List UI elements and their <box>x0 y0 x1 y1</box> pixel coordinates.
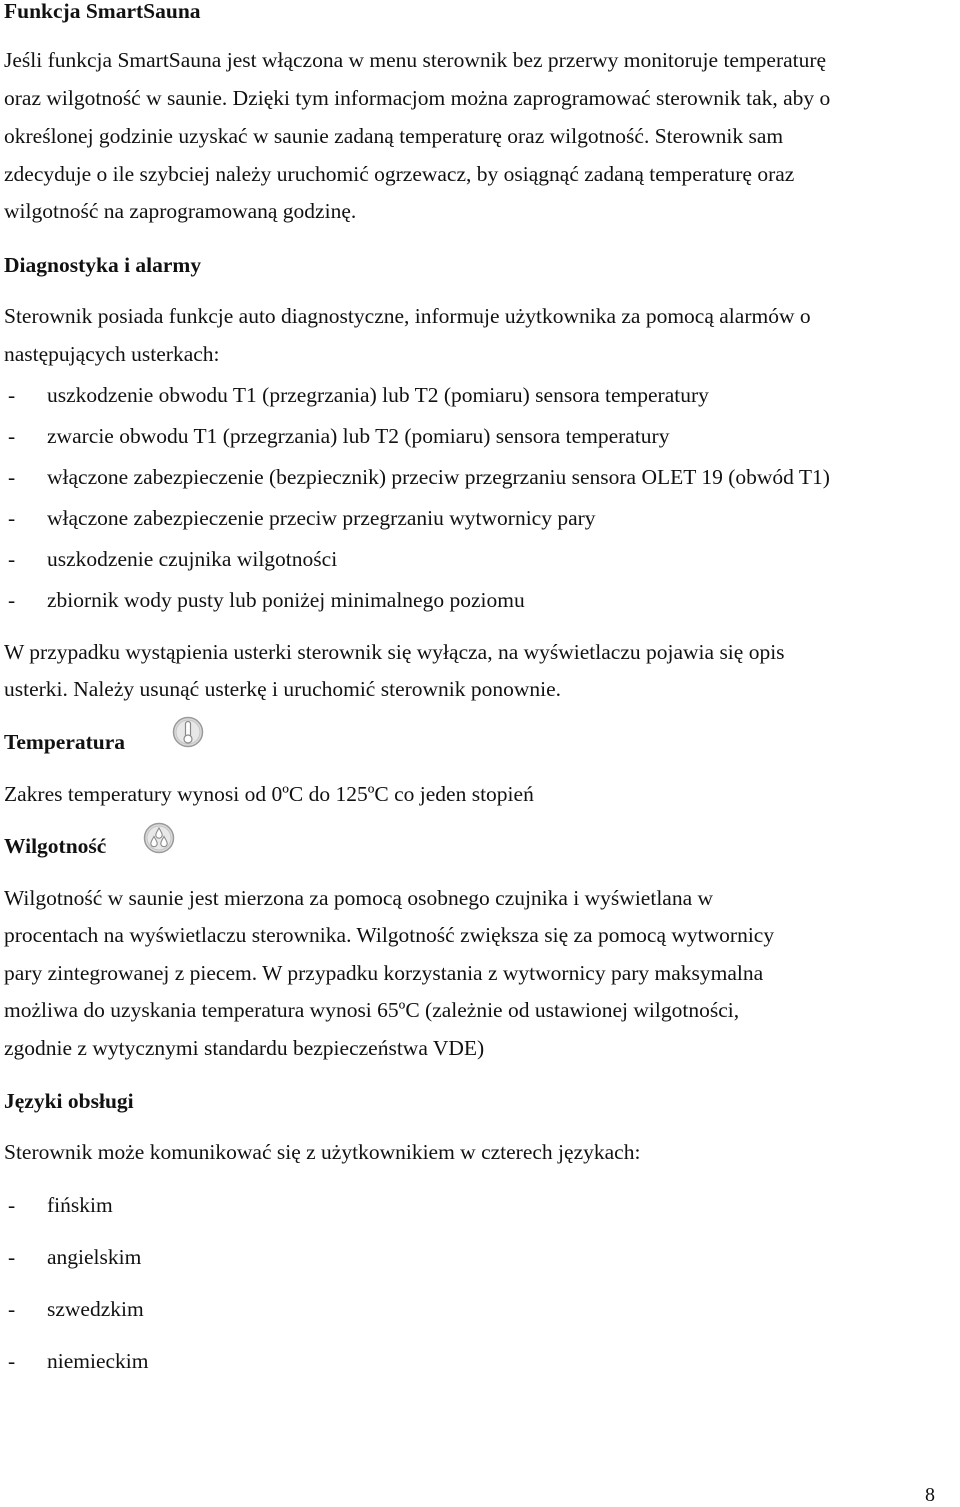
list-item: fińskim <box>47 1193 113 1217</box>
section-title-humidity: Wilgotność <box>4 834 107 858</box>
paragraph-line: Sterownik posiada funkcje auto diagnostyczne, informuje użytkownika za pomocą alarmów o <box>4 304 811 328</box>
list-item: niemieckim <box>47 1349 149 1373</box>
list-item: uszkodzenie czujnika wilgotności <box>47 547 338 571</box>
list-bullet: - <box>8 383 16 407</box>
list-bullet: - <box>8 588 16 612</box>
list-item: zbiornik wody pusty lub poniżej minimalnego poziomu <box>47 588 525 612</box>
paragraph-line: Jeśli funkcja SmartSauna jest włączona w menu sterownik bez przerwy monitoruje temperaturę <box>4 48 827 72</box>
section-title-smartsauna: Funkcja SmartSauna <box>4 0 201 23</box>
list-bullet: - <box>8 424 16 448</box>
list-item: uszkodzenie obwodu T1 (przegrzania) lub T2 (pomiaru) sensora temperatury <box>47 383 709 407</box>
list-bullet: - <box>8 1245 16 1269</box>
page-number: 8 <box>925 1484 935 1506</box>
paragraph-line: zgodnie z wytycznymi standardu bezpieczeństwa VDE) <box>4 1036 485 1060</box>
section-title-diagnostics: Diagnostyka i alarmy <box>4 253 202 277</box>
paragraph-line: oraz wilgotność w saunie. Dzięki tym informacjom można zaprogramować sterownik tak, aby o <box>4 86 831 110</box>
paragraph-line: możliwa do uzyskania temperatura wynosi 65ºC (zależnie od ustawionej wilgotności, <box>4 998 740 1022</box>
paragraph-line: zdecyduje o ile szybciej należy uruchomić ogrzewacz, by osiągnąć zadaną temperaturę oraz <box>4 162 795 186</box>
paragraph-line: procentach na wyświetlaczu sterownika. Wilgotność zwiększa się za pomocą wytwornicy <box>4 923 775 947</box>
list-bullet: - <box>8 506 16 530</box>
list-item: włączone zabezpieczenie (bezpiecznik) przeciw przegrzaniu sensora OLET 19 (obwód T1) <box>47 465 830 489</box>
thermometer-icon <box>172 716 204 748</box>
paragraph-line: Zakres temperatury wynosi od 0ºC do 125ºC co jeden stopień <box>4 782 534 806</box>
paragraph-line: następujących usterkach: <box>4 342 220 366</box>
list-item: włączone zabezpieczenie przeciw przegrzaniu wytwornicy pary <box>47 506 596 530</box>
paragraph-line: Wilgotność w saunie jest mierzona za pomocą osobnego czujnika i wyświetlana w <box>4 886 714 910</box>
section-title-languages: Języki obsługi <box>4 1089 134 1113</box>
list-item: szwedzkim <box>47 1297 144 1321</box>
list-bullet: - <box>8 1193 16 1217</box>
paragraph-line: W przypadku wystąpienia usterki sterownik się wyłącza, na wyświetlaczu pojawia się opis <box>4 640 785 664</box>
list-bullet: - <box>8 1349 16 1373</box>
list-item: zwarcie obwodu T1 (przegrzania) lub T2 (pomiaru) sensora temperatury <box>47 424 670 448</box>
water-drops-icon <box>143 822 175 854</box>
list-bullet: - <box>8 547 16 571</box>
paragraph-line: pary zintegrowanej z piecem. W przypadku korzystania z wytwornicy pary maksymalna <box>4 961 764 985</box>
section-title-temperature: Temperatura <box>4 730 126 754</box>
list-bullet: - <box>8 1297 16 1321</box>
list-bullet: - <box>8 465 16 489</box>
paragraph-line: usterki. Należy usunąć usterkę i uruchomić sterownik ponownie. <box>4 677 562 701</box>
paragraph-line: określonej godzinie uzyskać w saunie zadaną temperaturę oraz wilgotność. Sterownik sam <box>4 124 784 148</box>
paragraph-line: Sterownik może komunikować się z użytkownikiem w czterech językach: <box>4 1140 641 1164</box>
list-item: angielskim <box>47 1245 142 1269</box>
paragraph-line: wilgotność na zaprogramowaną godzinę. <box>4 199 357 223</box>
